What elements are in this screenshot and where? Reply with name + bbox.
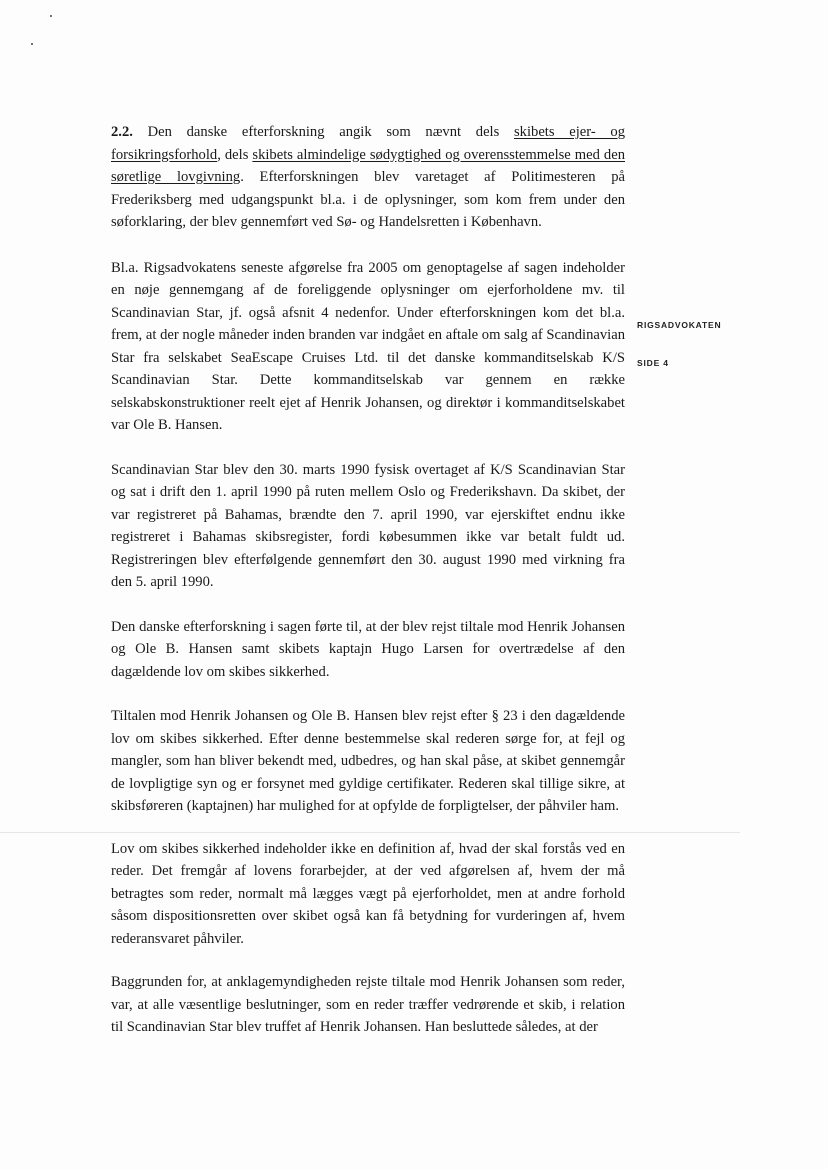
section-number: 2.2. [111, 124, 133, 140]
paragraph-text: Den danske efterforskning angik som nævnt dels [132, 124, 514, 140]
paragraph-section-23: Tiltalen mod Henrik Johansen og Ole B. Hansen blev rejst efter § 23 i den dagældende lov om skibes sikkerhed. Efter denne bestemmelse skal rederen sørge for, at fejl og mangler, som han bliver bekendt med, udbedres, og han skal påse, at skibet gennemgår de lovpligtige syn og er forsynet med gyldige certifikater. Rederen skal tillige sikre, at skibsføreren (kaptajnen) har mulighed for at opfylde de forpligtelser, der påhviler ham. [111, 708, 625, 814]
paragraph-shipowner-definition: Lov om skibes sikkerhed indeholder ikke en definition af, hvad der skal forstås ved en reder. Det fremgår af lovens forarbejder, at der ved afgørelsen af, hvem der må betragtes som reder, normalt må lægges vægt på ejerforholdet, men at andre forhold såsom dispositionsretten over skibet også kan få betydning for vurderingen af, hvem rederansvaret påhviler. [111, 840, 625, 947]
scan-speck [50, 15, 52, 17]
margin-organization-label: RIGSADVOKATEN [637, 320, 722, 330]
paragraph-takeover: Scandinavian Star blev den 30. marts 1990 fysisk overtaget af K/S Scandinavian Star og sat i drift den 1. april 1990 på ruten mellem Oslo og Frederikshavn. Da skibet, der var registreret på Bahamas, brændte den 7. april 1990, var ejerskiftet endnu ikke registreret i Bahamas skibsregister, fordi købesummen ikke var betalt fuldt ud. Registreringen blev efterfølgende gennemført den 30. august 1990 med virkning fra den 5. april 1990. [111, 461, 625, 590]
underlined-phrase: skibets ejer- og forsikringsforhold [111, 124, 625, 163]
paragraph-ownership: Bl.a. Rigsadvokatens seneste afgørelse fra 2005 om genoptagelse af sagen indeholder en nøje gennemgang af de foreliggende oplysninger om ejerforholdene mv. til Scandinavian Star, jf. også afsnit 4 nedenfor. Under efterforskningen kom det bl.a. frem, at der nogle måneder inden branden var indgået en aftale om salg af Scandinavian Star fra selskabet SeaEscape Cruises Ltd. til det danske kommanditselskab K/S Scandinavian Star. Dette kommanditselskab var gennem en række selskabskonstruktioner reelt ejet af Henrik Johansen, og direktør i kommanditselskabet var Ole B. Hansen. [111, 259, 625, 433]
paragraph-text: . Efterforskningen blev varetaget af Politimesteren på Frederiksberg med udgangspunkt bl.a. i de oplysninger, som kom frem under den søforklaring, der blev gennemført ved Sø- og Handelsretten i København. [111, 169, 625, 230]
document-body [111, 121, 625, 1061]
scan-speck [31, 43, 33, 45]
paragraph-background: Baggrunden for, at anklagemyndigheden rejste tiltale mod Henrik Johansen som reder, var, at alle væsentlige beslutninger, som en reder træffer vedrørende et skib, i relation til Scandinavian Star blev truffet af Henrik Johansen. Han besluttede således, at der [111, 974, 625, 1035]
paragraph-section-2-2 [111, 121, 625, 234]
underlined-phrase: skibets almindelige sødygtighed og overensstemmelse med den søretlige lovgivning [111, 146, 625, 185]
paragraph-charges: Den danske efterforskning i sagen førte til, at der blev rejst tiltale mod Henrik Johansen og Ole B. Hansen samt skibets kaptajn Hugo Larsen for overtrædelse af den dagældende lov om skibes sikkerhed. [111, 618, 625, 680]
margin-page-label: SIDE 4 [637, 358, 669, 368]
paragraph-text: , dels [217, 146, 253, 163]
